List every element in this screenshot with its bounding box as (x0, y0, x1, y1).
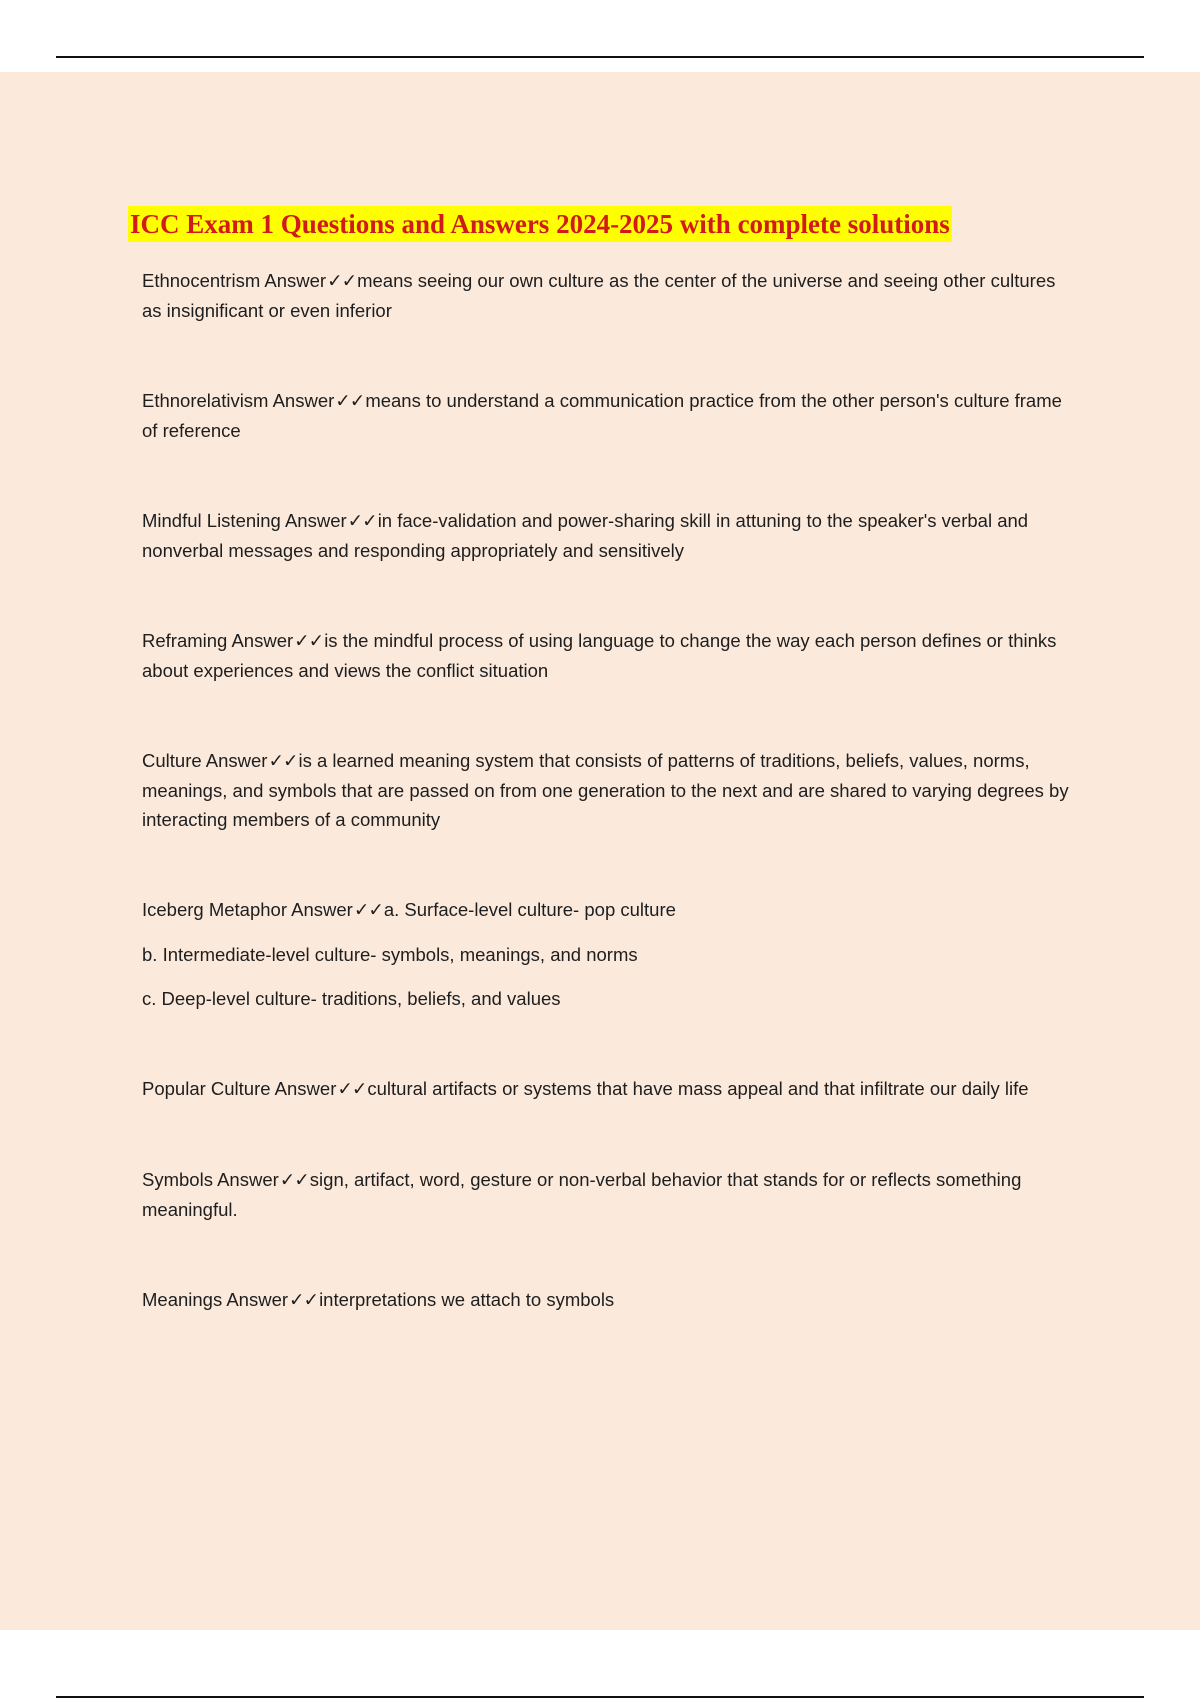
entry-meanings (142, 1285, 1077, 1315)
entry-ethnocentrism (142, 266, 1077, 325)
entry-definition: a. Surface-level culture- pop culture (383, 899, 676, 920)
answer-label: Answer (205, 750, 268, 771)
bottom-rule (56, 1696, 1144, 1698)
entry-term: Ethnocentrism (142, 270, 261, 291)
answer-label: Answer (272, 390, 335, 411)
check-icon: ✓✓ (337, 1079, 367, 1100)
entry-term: Mindful Listening (142, 510, 281, 531)
entry-term: Reframing (142, 630, 228, 651)
entry-term: Meanings (142, 1289, 223, 1310)
entry-list-item: c. Deep-level culture- traditions, beliefs, and values (142, 988, 561, 1009)
entry-definition: is a learned meaning system that consists of patterns of traditions, beliefs, values, norms, meanings, and symbols that are passed on from one generation to the next and are shared to varying degrees by interacting members of a community (142, 750, 1069, 830)
check-icon: ✓✓ (268, 751, 298, 772)
entry-line (142, 895, 1077, 925)
check-icon: ✓✓ (347, 511, 377, 532)
entry-term: Ethnorelativism (142, 390, 269, 411)
entry-line (142, 386, 1077, 445)
entry-list-item: b. Intermediate-level culture- symbols, meanings, and norms (142, 944, 638, 965)
entry-ethnorelativism (142, 386, 1077, 445)
answer-label: Answer (291, 899, 353, 920)
entry-line (142, 266, 1077, 325)
answer-label: Answer (274, 1078, 337, 1099)
entry-reframing (142, 626, 1077, 685)
answer-label: Answer (226, 1289, 289, 1310)
check-icon: ✓✓ (294, 631, 324, 652)
answer-label: Answer (284, 510, 347, 531)
entry-mindful-listening (142, 506, 1077, 565)
check-icon: ✓✓ (289, 1290, 319, 1311)
entry-line (142, 626, 1077, 685)
check-icon: ✓✓ (327, 271, 357, 292)
entry-term: Popular Culture (142, 1078, 271, 1099)
entry-term: Culture (142, 750, 202, 771)
entry-line (142, 1165, 1077, 1224)
answer-label: Answer (217, 1169, 279, 1190)
entry-line (142, 1285, 1077, 1315)
entry-definition: means to understand a communication practice from the other person's culture frame of reference (142, 390, 1062, 441)
check-icon: ✓✓ (335, 391, 365, 412)
top-rule (56, 56, 1144, 58)
entry-line (142, 1074, 1077, 1104)
check-icon: ✓✓ (353, 900, 383, 921)
entry-definition: cultural artifacts or systems that have mass appeal and that infiltrate our daily life (367, 1078, 1029, 1099)
answer-label: Answer (231, 630, 294, 651)
entry-culture (142, 746, 1077, 834)
entry-line (142, 506, 1077, 565)
entry-definition: means seeing our own culture as the center of the universe and seeing other cultures as insignificant or even inferior (142, 270, 1056, 321)
entry-definition: in face-validation and power-sharing skill in attuning to the speaker's verbal and nonverbal messages and responding appropriately and sensitively (142, 510, 1029, 561)
entry-definition: sign, artifact, word, gesture or non-verbal behavior that stands for or reflects something meaningful. (142, 1169, 1022, 1220)
entry-term: Symbols (142, 1169, 213, 1190)
entry-line (142, 746, 1077, 834)
entry-iceberg-metaphor (142, 895, 1077, 1013)
entry-term: Iceberg Metaphor (142, 899, 288, 920)
entry-list (142, 266, 1077, 1315)
entry-definition: interpretations we attach to symbols (319, 1289, 615, 1310)
check-icon: ✓✓ (279, 1170, 309, 1191)
entry-symbols (142, 1165, 1077, 1224)
document-title: ICC Exam 1 Questions and Answers 2024-2025 with complete solutions (128, 206, 952, 242)
entry-definition: is the mindful process of using language to change the way each person defines or thinks about experiences and views the conflict situation (142, 630, 1057, 681)
answer-label: Answer (264, 270, 327, 291)
entry-popular-culture (142, 1074, 1077, 1104)
